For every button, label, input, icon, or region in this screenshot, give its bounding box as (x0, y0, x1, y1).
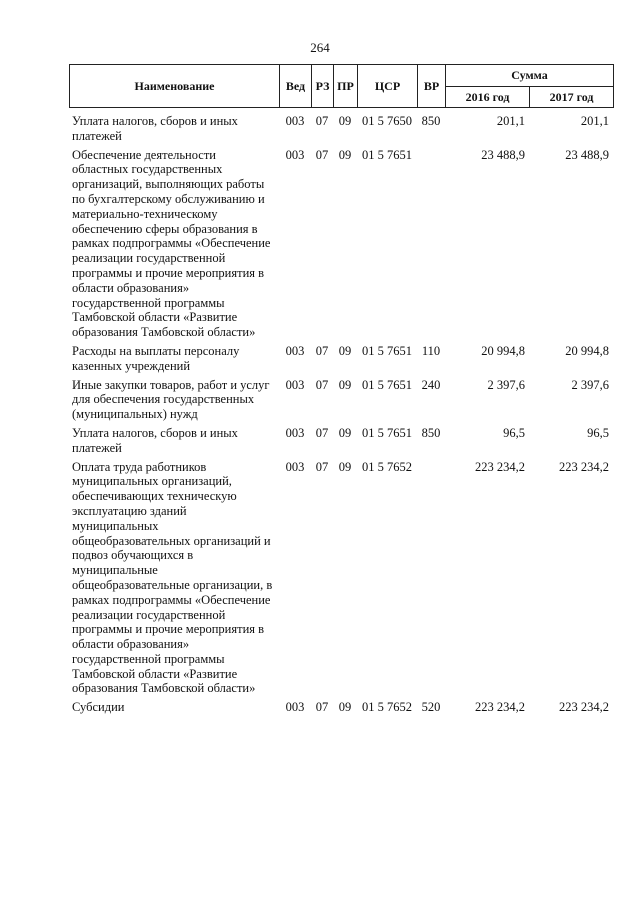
table-row (69, 378, 613, 426)
row-name: Иные закупки товаров, работ и услуг для обеспечения государственных (муниципальных) нужд (72, 377, 270, 422)
row-rz: 07 (315, 700, 329, 715)
row-name: Расходы на выплаты персоналу казенных учреждений (72, 343, 240, 373)
row-sum-2017: 2 397,6 (571, 377, 609, 392)
row-vr: 850 (421, 425, 441, 440)
row-csr: 01 5 7652 (362, 459, 412, 474)
table-row (69, 344, 613, 378)
row-vr: 240 (421, 377, 441, 392)
row-ved: 003 (285, 700, 305, 715)
row-sum-2017: 223 234,2 (559, 459, 609, 474)
row-sum-2016: 223 234,2 (475, 459, 525, 474)
row-sum-2016: 20 994,8 (481, 343, 525, 358)
header-year-2016: 2016 год (446, 87, 530, 108)
header-pr: ПР (334, 65, 358, 108)
row-csr: 01 5 7652 (362, 700, 412, 715)
row-sum-2017: 96,5 (587, 425, 609, 440)
row-sum-2016: 2 397,6 (487, 377, 525, 392)
row-sum-2016: 201,1 (496, 114, 525, 128)
row-vr (417, 460, 445, 701)
table-row (69, 700, 613, 719)
page-number: 264 (310, 40, 330, 55)
header-ved: Вед (280, 65, 312, 108)
row-rz: 07 (315, 147, 329, 162)
row-vr: 110 (421, 343, 441, 358)
row-rz: 07 (315, 459, 329, 474)
table-row (69, 460, 613, 701)
row-vr: 520 (421, 700, 441, 715)
header-rz: РЗ (312, 65, 334, 108)
row-pr: 09 (338, 147, 352, 162)
row-sum-2017: 201,1 (580, 114, 609, 128)
row-pr: 09 (338, 459, 352, 474)
row-ved: 003 (285, 377, 305, 392)
row-csr: 01 5 7651 (362, 425, 412, 440)
budget-table (69, 114, 613, 719)
table-row (69, 148, 613, 344)
row-csr: 01 5 7651 (362, 147, 412, 162)
row-sum-2017: 20 994,8 (565, 343, 609, 358)
row-rz: 07 (315, 114, 329, 128)
header-vr: ВР (418, 65, 446, 108)
row-pr: 09 (338, 377, 352, 392)
table-header (69, 64, 614, 108)
row-sum-2016: 96,5 (503, 425, 525, 440)
row-pr: 09 (338, 425, 352, 440)
row-name: Обеспечение деятельности областных государственных организаций, выполняющих работы по бухгалтерскому обслуживанию и материально-техническому обеспечению сферы образования в рамках подпрограммы «Обеспечение реализации государственной программы и прочие мероприятия в области образования» государственной программы Тамбовской области «Развитие образования Тамбовской области» (72, 147, 271, 340)
row-sum-2017: 23 488,9 (565, 147, 609, 162)
row-rz: 07 (315, 343, 329, 358)
table-row (69, 114, 613, 148)
row-ved: 003 (285, 343, 305, 358)
row-ved: 003 (285, 114, 305, 128)
row-vr (417, 148, 445, 344)
row-csr: 01 5 7651 (362, 377, 412, 392)
row-ved: 003 (285, 147, 305, 162)
table-row (69, 426, 613, 460)
row-sum-2016: 223 234,2 (475, 700, 525, 715)
row-name: Оплата труда работников муниципальных организаций, обеспечивающих техническую эксплуатацию зданий муниципальных общеобразовательных организаций и подвоз обучающихся в муниципальные общеобразовательные организации, в рамках подпрограммы «Обеспечение реализации государственной программы и прочие мероприятия в области образования» государственной программы Тамбовской области «Развитие образования Тамбовской области» (72, 459, 273, 696)
header-csr: ЦСР (358, 65, 418, 108)
row-sum-2017: 223 234,2 (559, 700, 609, 715)
header-name: Наименование (70, 65, 280, 108)
row-name: Субсидии (72, 700, 125, 715)
row-pr: 09 (338, 343, 352, 358)
row-ved: 003 (285, 425, 305, 440)
row-name: Уплата налогов, сборов и иных платежей (72, 114, 238, 143)
row-sum-2016: 23 488,9 (481, 147, 525, 162)
row-vr: 850 (421, 114, 441, 128)
row-name: Уплата налогов, сборов и иных платежей (72, 425, 238, 455)
header-sum: Сумма (446, 65, 614, 87)
row-csr: 01 5 7651 (362, 343, 412, 358)
header-year-2017: 2017 год (530, 87, 614, 108)
row-ved: 003 (285, 459, 305, 474)
row-rz: 07 (315, 425, 329, 440)
row-rz: 07 (315, 377, 329, 392)
row-pr: 09 (338, 114, 352, 128)
row-csr: 01 5 7650 (362, 114, 412, 128)
row-pr: 09 (338, 700, 352, 715)
